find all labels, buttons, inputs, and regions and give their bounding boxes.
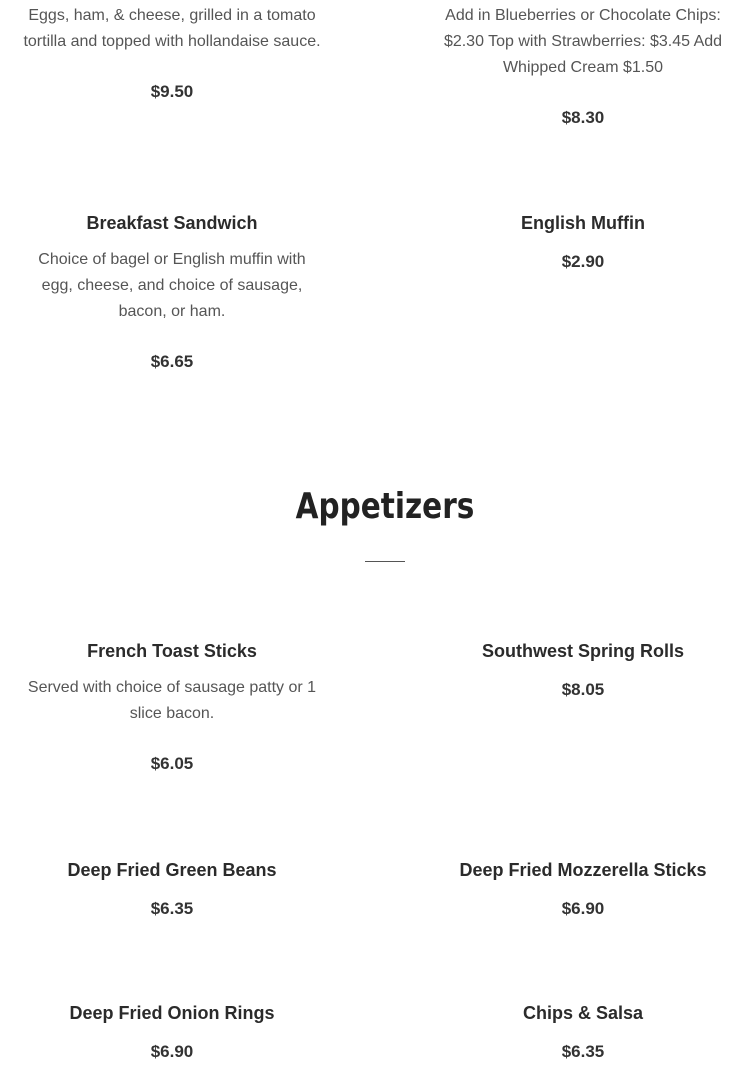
- menu-item-price: $6.05: [150, 754, 194, 773]
- menu-item-description: Eggs, ham, & cheese, grilled in a tomato tortilla and topped with hollandaise sauce.: [23, 7, 321, 50]
- menu-item-chips-and-salsa: [433, 1002, 733, 1063]
- menu-item-title: Deep Fried Mozzerella Sticks: [459, 860, 707, 880]
- menu-item-title: Deep Fried Green Beans: [67, 860, 277, 880]
- menu-item-pancakes: [433, 3, 733, 129]
- menu-item-tomato-tortilla: [22, 3, 322, 103]
- menu-item-description: Served with choice of sausage patty or 1 slice bacon.: [27, 679, 317, 722]
- menu-item-title: Deep Fried Onion Rings: [69, 1003, 275, 1023]
- menu-item-price: $6.90: [561, 899, 605, 918]
- menu-item-southwest-spring-rolls: [433, 640, 733, 701]
- menu-item-price: $6.90: [150, 1042, 194, 1061]
- menu-item-price: $2.90: [561, 252, 605, 271]
- section-title-appetizers: Appetizers: [295, 486, 475, 527]
- menu-item-title: Southwest Spring Rolls: [481, 641, 684, 661]
- menu-item-price: $6.35: [150, 899, 194, 918]
- menu-item-title: French Toast Sticks: [87, 641, 257, 661]
- menu-item-french-toast-sticks: [22, 640, 322, 775]
- menu-item-breakfast-sandwich: [22, 212, 322, 373]
- menu-item-price: $6.65: [150, 352, 194, 371]
- menu-item-price: $8.30: [561, 108, 605, 127]
- menu-item-deep-fried-onion-rings: [22, 1002, 322, 1063]
- menu-item-title: Chips & Salsa: [522, 1003, 644, 1023]
- menu-item-price: $9.50: [150, 82, 194, 101]
- menu-item-price: $6.35: [561, 1042, 605, 1061]
- menu-item-title: English Muffin: [521, 213, 645, 233]
- menu-item-title: Breakfast Sandwich: [86, 213, 258, 233]
- menu-item-price: $8.05: [561, 680, 605, 699]
- section-divider: [365, 561, 405, 562]
- menu-item-description: Choice of bagel or English muffin with egg, cheese, and choice of sausage, bacon, or ham.: [38, 251, 306, 320]
- menu-item-english-muffin: [433, 212, 733, 273]
- menu-item-deep-fried-green-beans: [22, 859, 322, 920]
- menu-item-deep-fried-mozzarella-sticks: [433, 859, 733, 920]
- menu-item-description: Add in Blueberries or Chocolate Chips: $2.30 Top with Strawberries: $3.45 Add Whipped Cream $1.50: [443, 7, 723, 76]
